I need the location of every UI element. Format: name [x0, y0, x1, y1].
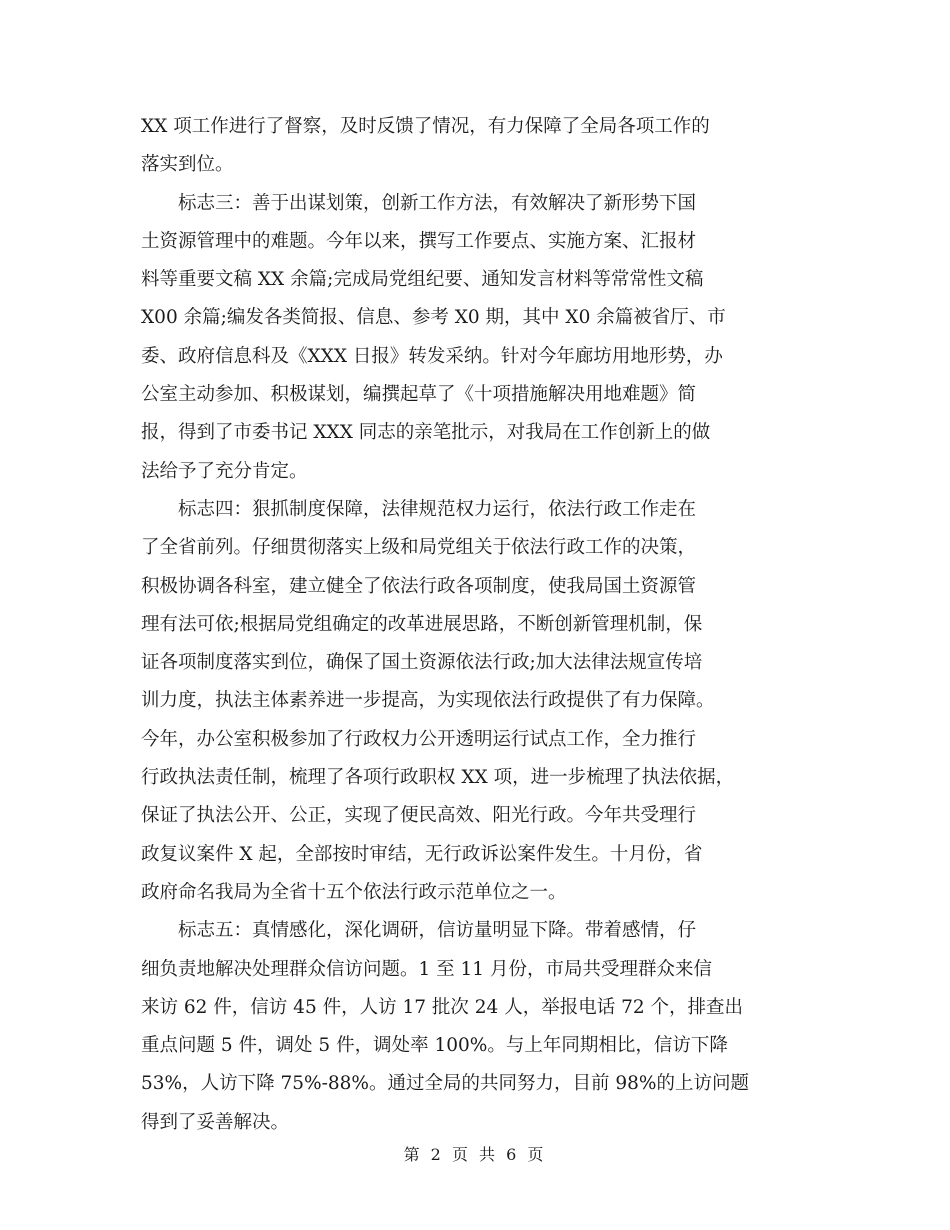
- document-body: [141, 108, 821, 1142]
- text-line: 今年，办公室积极参加了行政权力公开透明运行试点工作，全力推行: [141, 728, 697, 750]
- text-line: 料等重要文稿 XX 余篇;完成局党组纪要、通知发言材料等常常性文稿: [141, 269, 704, 291]
- text-line: 落实到位。: [141, 154, 234, 176]
- text-line: XX 项工作进行了督察，及时反馈了情况，有力保障了全局各项工作的: [141, 116, 710, 137]
- text-line: 来访 62 件，信访 45 件，人访 17 批次 24 人，举报电话 72 个，排查出: [141, 996, 744, 1018]
- text-line: 公室主动参加、积极谋划，编撰起草了《十项措施解决用地难题》简: [141, 384, 697, 406]
- page-number-footer: 第 2 页 共 6 页: [403, 1145, 547, 1164]
- paragraph-start-line: 标志四：狠抓制度保障，法律规范权力运行，依法行政工作走在: [178, 498, 697, 520]
- text-line: 报，得到了市委书记 XXX 同志的亲笔批示，对我局在工作创新上的做: [141, 422, 711, 444]
- text-line: 政复议案件 X 起，全部按时审结，无行政诉讼案件发生。十月份，省: [141, 843, 703, 865]
- text-line: 得到了妥善解决。: [141, 1111, 290, 1133]
- text-line: 行政执法责任制，梳理了各项行政职权 XX 项，进一步梳理了执法依据，: [141, 767, 735, 789]
- text-line: 法给予了充分肯定。: [141, 460, 308, 482]
- text-line: 53%，人访下降 75%-88%。通过全局的共同努力，目前 98%的上访问题: [141, 1073, 749, 1095]
- text-line: 重点问题 5 件，调处 5 件，调处率 100%。与上年同期相比，信访下降: [141, 1035, 728, 1057]
- paragraph-start-line: 标志三：善于出谋划策，创新工作方法，有效解决了新形势下国: [178, 192, 697, 214]
- text-line: 理有法可依;根据局党组确定的改革进展思路，不断创新管理机制，保: [141, 613, 703, 635]
- paragraph-start-line: 标志五：真情感化，深化调研，信访量明显下降。带着感情，仔: [178, 920, 697, 942]
- text-line: 政府命名我局为全省十五个依法行政示范单位之一。: [141, 881, 567, 903]
- text-line: 保证了执法公开、公正，实现了便民高效、阳光行政。今年共受理行: [141, 805, 697, 827]
- text-line: X00 余篇;编发各类简报、信息、参考 X0 期，其中 X0 余篇被省厅、市: [141, 307, 726, 329]
- text-line: 积极协调各科室，建立健全了依法行政各项制度，使我局国土资源管: [141, 575, 697, 597]
- text-line: 训力度，执法主体素养进一步提高，为实现依法行政提供了有力保障。: [141, 690, 715, 712]
- text-line: 土资源管理中的难题。今年以来，撰写工作要点、实施方案、汇报材: [141, 230, 697, 252]
- text-line: 证各项制度落实到位，确保了国土资源依法行政;加大法律法规宣传培: [141, 652, 703, 674]
- text-line: 委、政府信息科及《XXX 日报》转发采纳。针对今年廊坊用地形势，办: [141, 345, 723, 367]
- text-line: 细负责地解决处理群众信访问题。1 至 11 月份，市局共受理群众来信: [141, 958, 712, 980]
- text-line: 了全省前列。仔细贯彻落实上级和局党组关于依法行政工作的决策，: [141, 537, 697, 559]
